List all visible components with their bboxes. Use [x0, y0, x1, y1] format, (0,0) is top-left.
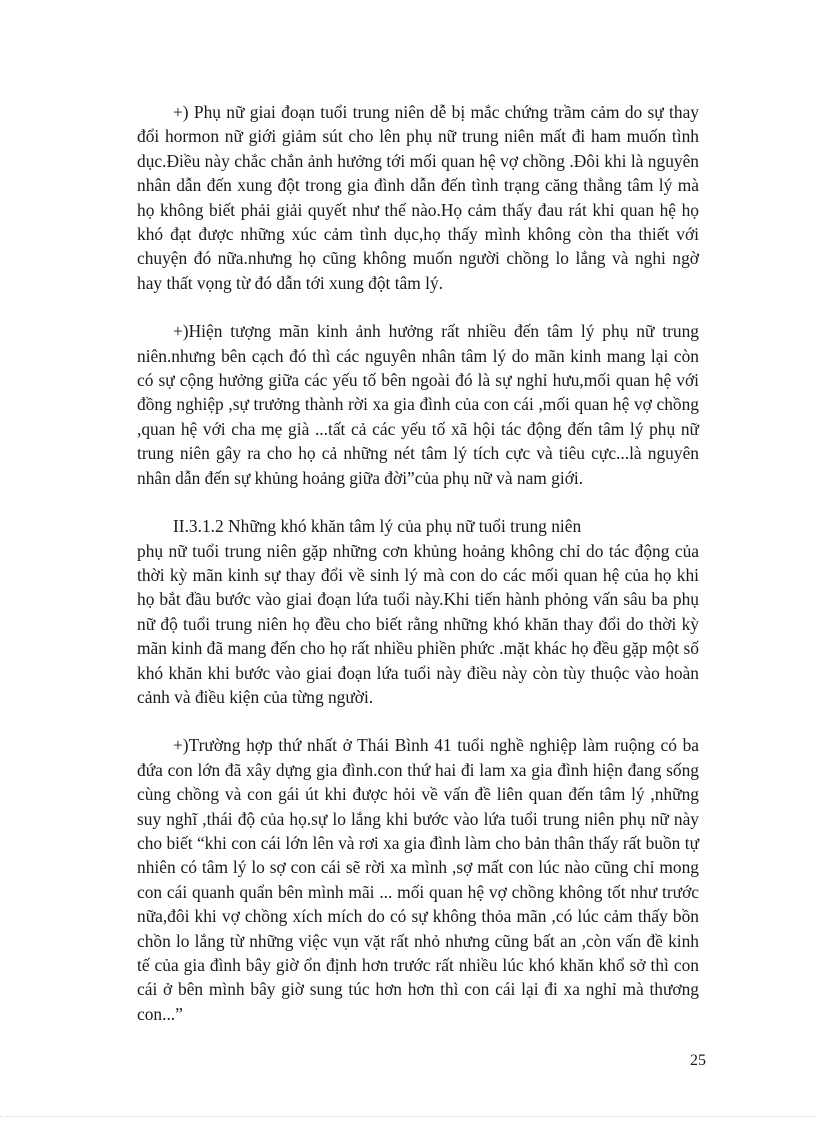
paragraph-menopause: +)Hiện tượng mãn kinh ảnh hưởng rất nhiều đến tâm lý phụ nữ trung niên.nhưng bên cạch đó thì các nguyên nhân tâm lý do mãn kinh mang lại còn có sự cộng hưởng giữa các yếu tố bên ngoài đó là sự nghỉ hưu,mối quan hệ với đồng nghiệp ,sự trưởng thành rời xa gia đình của con cái ,mối quan hệ vợ chồng ,quan hệ với cha mẹ già ...tất cả các yếu tố xã hội tác động đến tâm lý phụ nữ trung niên gây ra cho họ cả những nét tâm lý tích cực và tiêu cực...là nguyên nhân dẫn đến sự khủng hoảng giữa đời”của phụ nữ và nam giới.: [137, 321, 699, 488]
page-bottom-divider: [0, 1116, 816, 1117]
paragraph-depression: +) Phụ nữ giai đoạn tuổi trung niên dễ bị mắc chứng trầm cảm do sự thay đổi hormon nữ giới giảm sút cho lên phụ nữ trung niên mất đi ham muốn tình dục.Điều này chắc chắn ảnh hưởng tới mối quan hệ vợ chồng .Đôi khi là nguyên nhân dẫn đến xung đột trong gia đình dẫn đến tình trạng căng thẳng tâm lý mà họ không biết phải giải quyết như thế nào.Họ cảm thấy đau rát khi quan hệ họ khó đạt được những xúc cảm tình dục,họ thấy mình không còn tha thiết với chuyện đó nữa.nhưng họ cũng không muốn người chồng lo lắng và nghi ngờ hay thất vọng từ đó dẫn tới xung đột tâm lý.: [137, 102, 699, 293]
page-number: 25: [690, 1052, 706, 1069]
section-heading: II.3.1.2 Những khó khăn tâm lý của phụ nữ tuổi trung niên: [173, 516, 582, 537]
section-body: phụ nữ tuổi trung niên gặp những cơn khủng hoảng không chỉ do tác động của thời kỳ mãn kinh sự thay đổi về sinh lý mà con do các mối quan hệ của họ khi họ bắt đầu bước vào giai đoạn lứa tuổi này.Khi tiến hành phỏng vấn sâu ba phụ nữ độ tuổi trung niên họ đều cho biết rằng những khó khăn thay đổi do thời kỳ mãn kinh đã mang đến cho họ rất nhiều phiền phức .mặt khác họ đều gặp một số khó khăn khi bước vào giai đoạn lứa tuổi này điều này còn tùy thuộc vào hoàn cảnh và điều kiện của từng người.: [137, 540, 699, 707]
case-study-paragraph: +)Trường hợp thứ nhất ở Thái Bình 41 tuổi nghề nghiệp làm ruộng có ba đứa con lớn đã xây dựng gia đình.con thứ hai đi lam xa gia đình hiện đang sống cùng chồng và con gái út khi được hỏi về vấn đề liên quan đến tâm lý ,những suy nghĩ ,thái độ của họ.sự lo lắng khi bước vào lứa tuổi trung niên phụ nữ này cho biết “khi con cái lớn lên và rơi xa gia đình làm cho bản thân thấy rất buồn tự nhiên có tâm lý lo sợ con cái sẽ rời xa mình ,sợ mất con lúc nào cũng chỉ mong con cái quanh quẩn bên mình mãi ... mối quan hệ vợ chồng không tốt như trước nữa,đôi khi vợ chồng xích mích do có sự không thỏa mãn ,có lúc cảm thấy bồn chồn lo lắng từ những việc vụn vặt rất nhỏ nhưng cũng bất an ,còn vấn đề kinh tế của gia đình bây giờ ổn định hơn trước rất nhiều lúc khó khăn khổ sở thì con cái ở bên mình bây giờ sung túc hơn hơn thì con cái lại đi xa nghỉ mà thương con...”: [137, 735, 699, 1024]
document-body: [137, 100, 699, 1050]
